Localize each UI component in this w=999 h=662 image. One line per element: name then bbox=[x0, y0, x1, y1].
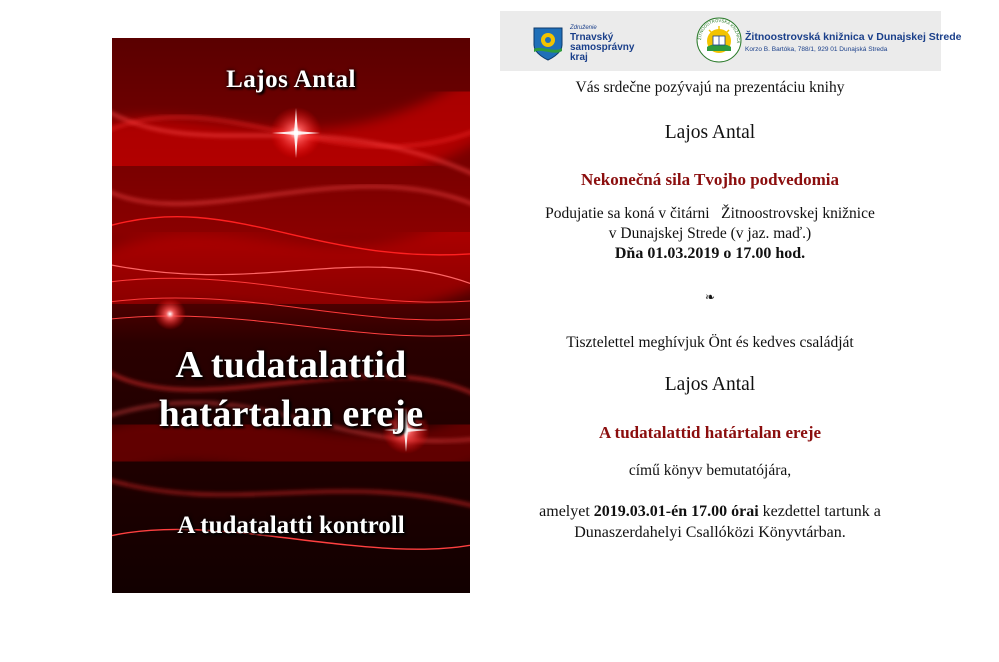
venue-line1-sk: Podujatie sa koná v čitárni Žitnoostrovskej knižnice bbox=[545, 205, 875, 222]
invitation-intro-sk: Vás srdečne pozývajú na prezentáciu knihy bbox=[575, 79, 845, 96]
cover-author: Lajos Antal bbox=[226, 66, 356, 93]
venue-line2-sk: v Dunajskej Strede (v jaz. maď.) bbox=[608, 225, 812, 242]
cover-title-line1: A tudatalattid bbox=[175, 344, 407, 386]
book-cover bbox=[112, 38, 470, 593]
trnava-region-crest-icon bbox=[533, 27, 563, 61]
library-address: Korzo B. Bartóka, 788/1, 929 01 Dunajská Streda bbox=[745, 46, 888, 53]
event-suffix-hu: kezdettel tartunk a bbox=[758, 503, 881, 520]
author-name-hu: Lajos Antal bbox=[664, 374, 756, 395]
event-details-line1-hu bbox=[500, 503, 920, 521]
logo-banner bbox=[500, 11, 962, 71]
library-logo-ring-text: ŽITNOOSTROVSKÁ KNIŽNICA bbox=[696, 17, 742, 44]
floral-divider-icon: ❧ bbox=[704, 290, 716, 304]
book-title-hu: A tudatalattid határtalan ereje bbox=[598, 423, 822, 442]
book-title-sk: Nekonečná sila Tvojho podvedomia bbox=[580, 170, 840, 189]
cover-title-line2: határtalan ereje bbox=[158, 393, 424, 435]
invitation-intro-hu: Tisztelettel meghívjuk Önt és kedves családját bbox=[566, 334, 854, 351]
event-details-line2-hu: Dunaszerdahelyi Csallóközi Könyvtárban. bbox=[574, 524, 846, 541]
region-name-line2: samosprávny bbox=[570, 42, 635, 53]
event-date-sk: Dňa 01.03.2019 o 17.00 hod. bbox=[614, 245, 806, 262]
cover-subtitle: A tudatalatti kontroll bbox=[177, 512, 405, 539]
region-name-line3: kraj bbox=[570, 52, 588, 63]
event-prefix-hu: amelyet bbox=[539, 503, 594, 520]
region-name-line1: Trnavský bbox=[570, 32, 614, 43]
author-name-sk: Lajos Antal bbox=[664, 122, 756, 143]
cover-background bbox=[112, 38, 470, 593]
book-presentation-hu: című könyv bemutatójára, bbox=[628, 462, 792, 479]
library-name: Žitnoostrovská knižnica v Dunajskej Strede bbox=[745, 31, 962, 43]
region-association-label: Združenie bbox=[570, 25, 597, 31]
library-logo-icon bbox=[696, 17, 742, 63]
event-datetime-hu: 2019.03.01-én 17.00 órai bbox=[593, 503, 759, 520]
